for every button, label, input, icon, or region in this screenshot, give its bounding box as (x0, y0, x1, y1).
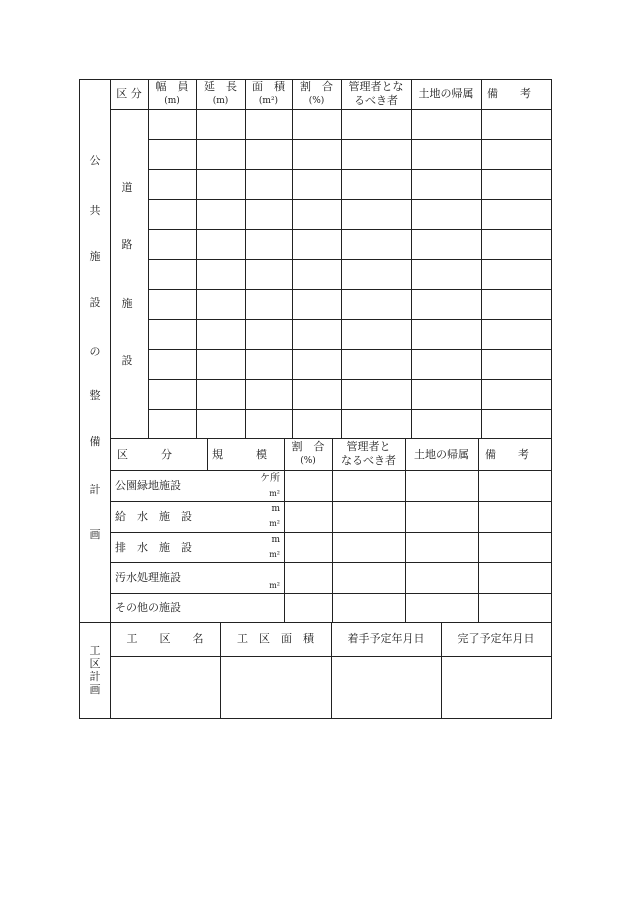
header-manager-line2: るべき者 (354, 94, 398, 107)
row-line (148, 349, 552, 350)
sidebar-char: 施 (89, 250, 101, 263)
road-header-rule (110, 109, 552, 110)
sidebar-divider (110, 79, 111, 719)
header-area: 面 積 (252, 80, 285, 93)
facility-unit-bottom: m² (269, 550, 280, 559)
road-side-char: 施 (121, 297, 133, 310)
col-line (207, 438, 208, 471)
sidebar-char: 共 (89, 204, 101, 217)
header-kubun: 区 分 (116, 87, 142, 100)
col-line (478, 438, 479, 622)
frame-right (551, 79, 552, 719)
row-line (148, 289, 552, 290)
row-line (110, 562, 552, 563)
fac-header-rule (110, 470, 552, 471)
header-land-ownership: 土地の帰属 (418, 87, 474, 100)
road-side-char: 路 (121, 238, 133, 251)
header-width: 幅 員 (155, 80, 189, 93)
fac-header-land-ownership: 土地の帰属 (414, 448, 469, 461)
sidebar-char: 計 (89, 483, 101, 496)
sidebar-char: 整 (89, 389, 101, 402)
sidebar-char: 備 (89, 435, 101, 448)
fac-header-ratio-unit: (%) (300, 456, 316, 466)
work-header-name: 工 区 名 (126, 632, 204, 645)
work-header-area: 工 区 面 積 (237, 632, 314, 645)
sidebar-char: 画 (89, 528, 101, 541)
row-line (148, 139, 552, 140)
header-width-unit: (m) (164, 96, 180, 106)
facility-row-name: その他の施設 (115, 601, 181, 614)
facility-row-name: 公園緑地施設 (115, 479, 181, 492)
road-side-char: 設 (121, 354, 133, 367)
fac-header-kubun: 区 分 (117, 448, 172, 461)
fac-header-scale: 規 模 (212, 448, 267, 461)
facility-row-name: 排 水 施 設 (115, 541, 192, 554)
header-ratio: 割 合 (300, 80, 333, 93)
fac-header-ratio: 割 合 (291, 440, 325, 453)
row-line (110, 501, 552, 502)
facility-row-name: 給 水 施 設 (115, 510, 192, 523)
fac-header-manager-line1: 管理者と (346, 440, 391, 453)
sidebar-char: 設 (89, 296, 101, 309)
road-table-bottom (110, 438, 552, 439)
facility-unit-bottom: m² (269, 489, 280, 498)
row-line (148, 199, 552, 200)
sidebar-char: 公 (89, 154, 101, 167)
facility-unit-bottom: m² (269, 581, 280, 590)
facility-unit-top: m (271, 535, 280, 545)
fac-header-remarks: 備 考 (485, 448, 529, 461)
work-side-char: 区 (89, 657, 101, 670)
row-line (148, 229, 552, 230)
work-header-end-date: 完了予定年月日 (457, 632, 535, 645)
row-line (148, 169, 552, 170)
fac-header-manager-line2: なるべき者 (341, 454, 396, 467)
col-line (405, 438, 406, 622)
frame-left (79, 79, 80, 719)
row-line (148, 259, 552, 260)
road-side-char: 道 (121, 181, 133, 194)
facility-unit-top: ケ所 (260, 473, 280, 484)
header-manager-line1: 管理者とな (348, 80, 404, 93)
header-ratio-unit: (%) (308, 96, 325, 106)
work-header-start-date: 着手予定年月日 (347, 632, 425, 645)
row-line (148, 379, 552, 380)
row-line (148, 409, 552, 410)
facility-unit-top: m (271, 504, 280, 514)
facility-unit-bottom: m² (269, 519, 280, 528)
frame-bottom (79, 718, 552, 719)
header-area-unit: (m²) (258, 96, 279, 106)
row-line (110, 593, 552, 594)
work-side-char: 計 (89, 670, 101, 683)
row-line (110, 532, 552, 533)
header-length: 延 長 (204, 80, 237, 93)
section-divider-work-area (79, 622, 552, 623)
row-line (148, 319, 552, 320)
header-remarks: 備 考 (487, 87, 531, 100)
header-length-unit: (m) (212, 96, 229, 106)
sidebar-char: の (89, 345, 101, 358)
work-side-char: 画 (89, 683, 101, 696)
facility-row-name: 汚水処理施設 (115, 571, 181, 584)
work-side-char: 工 (89, 644, 101, 657)
